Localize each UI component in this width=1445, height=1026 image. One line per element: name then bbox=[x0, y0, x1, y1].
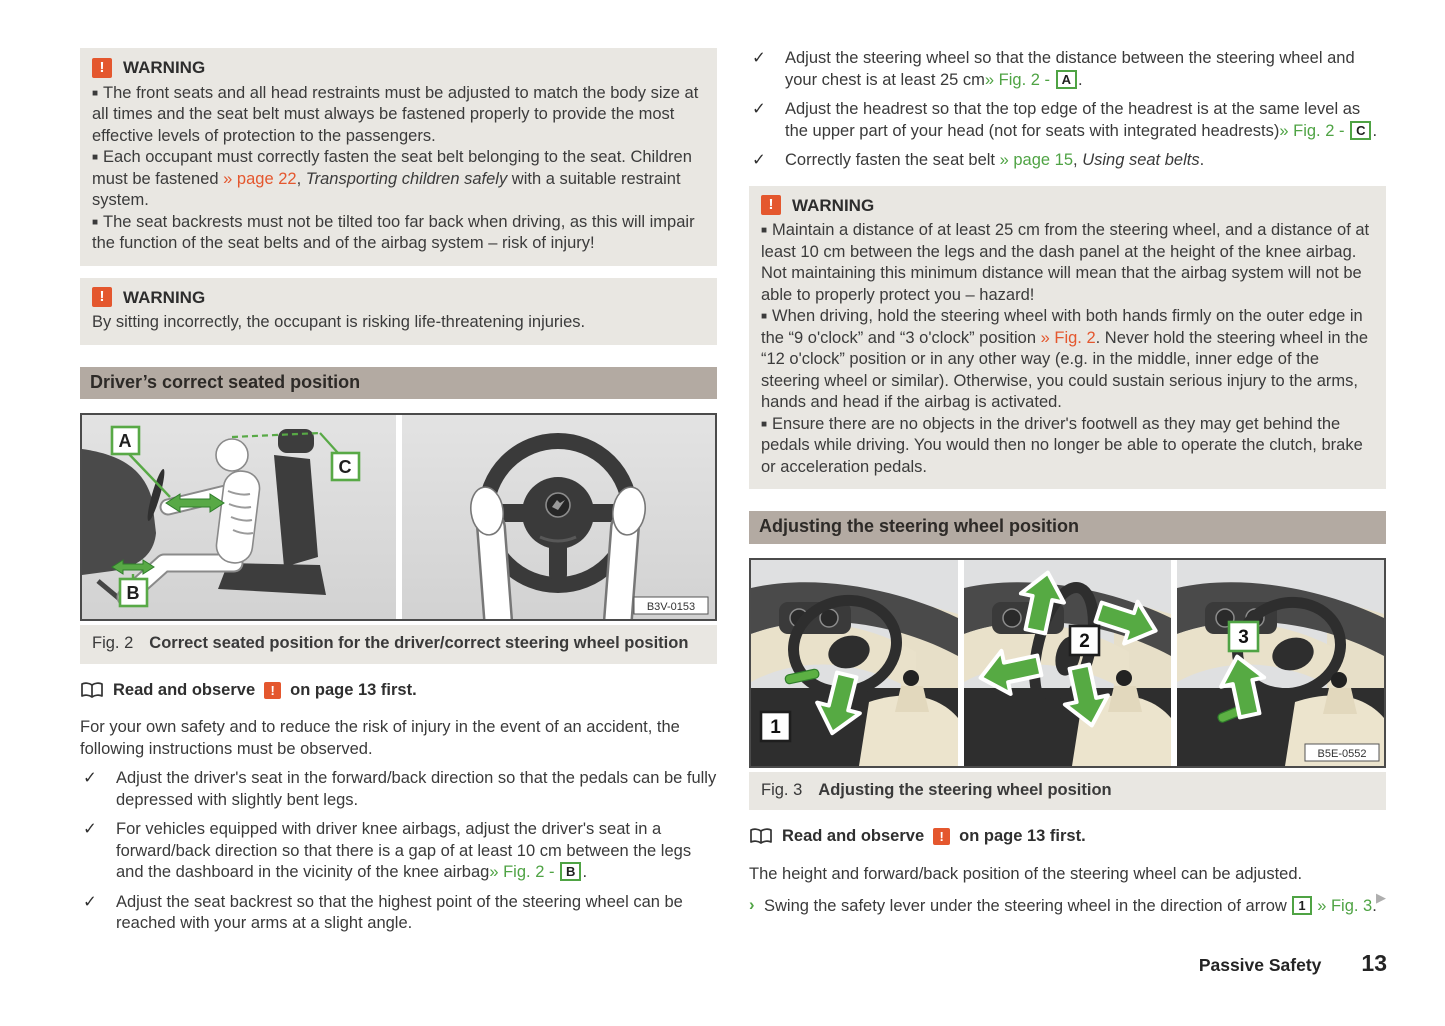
checklist-item bbox=[749, 99, 1386, 142]
read-observe-pre: Read and observe bbox=[113, 680, 256, 699]
warning-ref-icon[interactable]: ! bbox=[933, 828, 950, 845]
read-observe-post: on page 13 first. bbox=[959, 827, 1086, 845]
warning-bullet bbox=[761, 306, 1374, 414]
checklist-text: Correctly fasten the seat belt bbox=[785, 151, 1000, 169]
warning-text: When driving, hold the steering wheel with both hands firmly on the outer edge in the “9 o'clock” and “3 o'clock” position bbox=[761, 307, 1363, 347]
checklist-text: . bbox=[582, 863, 588, 881]
checklist-item bbox=[749, 150, 1386, 172]
warning-header bbox=[92, 287, 705, 309]
warning-icon: ! bbox=[761, 195, 781, 215]
fig3-marker-1 bbox=[761, 712, 790, 741]
figure-2-image bbox=[80, 413, 717, 621]
svg-text:3: 3 bbox=[1238, 626, 1249, 648]
warning-bullet bbox=[761, 220, 1374, 306]
svg-text:B5E-0552: B5E-0552 bbox=[1317, 747, 1367, 760]
svg-text:B3V-0153: B3V-0153 bbox=[646, 601, 696, 613]
warning-bullet bbox=[92, 212, 705, 255]
warning-title: WARNING bbox=[792, 195, 875, 215]
left-column bbox=[80, 48, 717, 935]
checklist-text: . bbox=[1372, 121, 1378, 140]
warning-text: The front seats and all head restraints must be adjusted to match the body size at all times and the seat belt must always be fastened properly to provide the most effective levels of protection to the passengers. bbox=[92, 83, 699, 145]
checklist-text: . bbox=[1199, 151, 1205, 169]
bullet-square-icon: ■ bbox=[761, 418, 768, 430]
svg-text:C: C bbox=[338, 457, 352, 477]
figure-caption-text: Adjusting the steering wheel position bbox=[818, 780, 1112, 799]
fig2-marker-C bbox=[332, 453, 359, 480]
footer-page-number: 13 bbox=[1361, 950, 1387, 976]
bullet-square-icon: ■ bbox=[92, 87, 99, 99]
checklist-text: Adjust the headrest so that the top edge of the headrest is at the same level as the upper part of your head (not for seats with integrated headrests) bbox=[785, 100, 1361, 140]
warning-title: WARNING bbox=[123, 58, 206, 77]
section-header-seated-position: Driver’s correct seated position bbox=[80, 367, 717, 400]
fig2-image-code bbox=[634, 597, 708, 614]
warning-text: . Never hold the steering wheel in the “12 o'clock” position or in any other way (e.g. in the middle, inner edge of the steering wheel or similar). Otherwise, you could sustain serious injury to the arms, hands and head if the airbag is activated. bbox=[761, 328, 1369, 411]
body-paragraph: The height and forward/back position of the steering wheel can be adjusted. bbox=[749, 864, 1303, 883]
checklist-item bbox=[80, 768, 717, 811]
warning-text: Each occupant must correctly fasten the seat belt belonging to the seat. Children must be fastened bbox=[92, 148, 692, 188]
svg-text:2: 2 bbox=[1079, 630, 1090, 652]
read-observe-post: on page 13 first. bbox=[290, 680, 417, 699]
svg-text:B: B bbox=[126, 583, 140, 603]
warning-text: The seat backrests must not be tilted too far back when driving, as this will impair the function of the seat belts and of the airbag system – risk of injury! bbox=[92, 212, 695, 252]
marker-ref-A[interactable]: A bbox=[1056, 70, 1077, 89]
checklist-text: Adjust the seat backrest so that the highest point of the steering wheel can be reached with your arms at a slight angle. bbox=[116, 892, 683, 932]
bullet-square-icon: ■ bbox=[761, 225, 768, 236]
warning-text: , bbox=[296, 169, 306, 188]
warning-title: WARNING bbox=[123, 287, 206, 307]
fig2-link[interactable]: » Fig. 2 - bbox=[984, 70, 1051, 89]
read-observe-note bbox=[749, 826, 1386, 848]
svg-text:1: 1 bbox=[770, 716, 781, 738]
step-text: . bbox=[1372, 897, 1377, 915]
intro-paragraph: For your own safety and to reduce the risk of injury in the event of an accident, the following instructions must be observed. bbox=[80, 718, 680, 758]
marker-ref-C[interactable]: C bbox=[1350, 121, 1371, 140]
fig2-link[interactable]: » Fig. 2 - bbox=[489, 863, 555, 881]
checklist-text: . bbox=[1078, 70, 1083, 89]
section-header-steering-adjust: Adjusting the steering wheel position bbox=[749, 511, 1386, 544]
warning-ref-icon[interactable]: ! bbox=[264, 682, 281, 699]
read-observe-note bbox=[80, 680, 717, 702]
warning-bullet bbox=[92, 147, 705, 212]
fig3-panel-3 bbox=[1177, 560, 1384, 766]
marker-ref-1[interactable]: 1 bbox=[1292, 896, 1311, 915]
warning-text: Ensure there are no objects in the driver's footwell as they may get behind the pedals while driving. You would then no longer be able to operate the clutch, brake or acceleration pedals. bbox=[761, 414, 1363, 476]
warning-box-seats bbox=[80, 48, 717, 266]
figure-2-caption bbox=[80, 625, 717, 664]
fig3-link[interactable]: » Fig. 3 bbox=[1317, 897, 1373, 915]
warning-icon: ! bbox=[92, 58, 112, 78]
fig3-marker-3 bbox=[1229, 622, 1258, 651]
warning-icon: ! bbox=[92, 287, 112, 307]
bullet-square-icon: ■ bbox=[761, 311, 768, 322]
checklist-text: Adjust the driver's seat in the forward/back direction so that the pedals can be fully depressed with slightly bent legs. bbox=[116, 769, 717, 809]
continuation-marker-icon: ▶ bbox=[1376, 890, 1386, 905]
warning-text: Maintain a distance of at least 25 cm from the steering wheel, and a distance of at least 10 cm between the legs and the dash panel at the height of the knee airbag. Not maintaining this minimum distance will mean that the airbag system will not be able to properly protect you – hazard! bbox=[761, 221, 1370, 304]
figure-caption-text: Correct seated position for the driver/correct steering wheel position bbox=[149, 634, 689, 652]
warning-box-sitting bbox=[80, 278, 717, 345]
fig3-panel-2 bbox=[964, 560, 1171, 766]
svg-text:A: A bbox=[118, 431, 132, 451]
warning-box-steering bbox=[749, 186, 1386, 490]
figure-3-image bbox=[749, 558, 1386, 768]
figure-3-caption bbox=[749, 772, 1386, 811]
book-icon bbox=[749, 828, 773, 845]
check-icon: ✓ bbox=[83, 892, 97, 911]
book-icon bbox=[80, 682, 104, 699]
step-item bbox=[749, 896, 1386, 918]
figure-label: Fig. 3 bbox=[761, 780, 803, 799]
fig2-marker-A bbox=[112, 427, 139, 454]
checklist-text: , bbox=[1073, 151, 1083, 169]
checklist-text: For vehicles equipped with driver knee airbags, adjust the driver's seat in a forward/back direction so that there is a gap of at least 10 cm between the legs and the dashboard in the vicinity of the knee airbag bbox=[116, 820, 692, 881]
fig2-marker-B bbox=[120, 579, 147, 606]
check-icon: ✓ bbox=[752, 151, 766, 169]
chapter-reference: Using seat belts bbox=[1082, 151, 1200, 169]
fig3-marker-2 bbox=[1070, 626, 1099, 655]
bullet-square-icon: ■ bbox=[92, 216, 99, 228]
right-column bbox=[749, 48, 1386, 918]
fig2-link[interactable]: » Fig. 2 bbox=[1040, 328, 1096, 347]
checklist-item bbox=[80, 819, 717, 884]
check-icon: ✓ bbox=[752, 49, 766, 67]
warning-bullet bbox=[761, 414, 1374, 479]
marker-ref-B[interactable]: B bbox=[560, 862, 581, 881]
check-icon: ✓ bbox=[83, 769, 97, 787]
step-text: Swing the safety lever under the steering wheel in the direction of arrow bbox=[764, 897, 1292, 915]
read-observe-pre: Read and observe bbox=[782, 827, 925, 845]
step-bullet-icon: › bbox=[749, 896, 755, 914]
warning-bullet bbox=[92, 83, 705, 148]
check-icon: ✓ bbox=[752, 100, 766, 118]
page-footer bbox=[1198, 950, 1387, 977]
bullet-square-icon: ■ bbox=[92, 152, 99, 163]
fig2-link[interactable]: » Fig. 2 - bbox=[1279, 121, 1345, 140]
checklist-text: Adjust the steering wheel so that the distance between the steering wheel and your chest is at least 25 cm bbox=[785, 49, 1355, 89]
fig3-panel-1 bbox=[751, 560, 958, 766]
fig2-seated-position-panel bbox=[82, 415, 396, 619]
footer-section-title: Passive Safety bbox=[1198, 955, 1322, 975]
warning-header bbox=[761, 195, 1374, 217]
warning-text: with a suitable restraint system. bbox=[92, 169, 681, 209]
checklist-item bbox=[749, 48, 1386, 91]
page-22-link[interactable]: » page 22 bbox=[223, 169, 297, 188]
fig2-steering-wheel-panel bbox=[402, 415, 715, 619]
warning-header bbox=[92, 57, 705, 79]
page-15-link[interactable]: » page 15 bbox=[999, 151, 1074, 169]
warning-text: By sitting incorrectly, the occupant is risking life-threatening injuries. bbox=[92, 313, 586, 331]
checklist-item bbox=[80, 892, 717, 935]
figure-label: Fig. 2 bbox=[92, 634, 134, 652]
fig3-image-code bbox=[1305, 744, 1379, 761]
check-icon: ✓ bbox=[83, 820, 97, 838]
chapter-reference: Transporting children safely bbox=[305, 169, 508, 188]
